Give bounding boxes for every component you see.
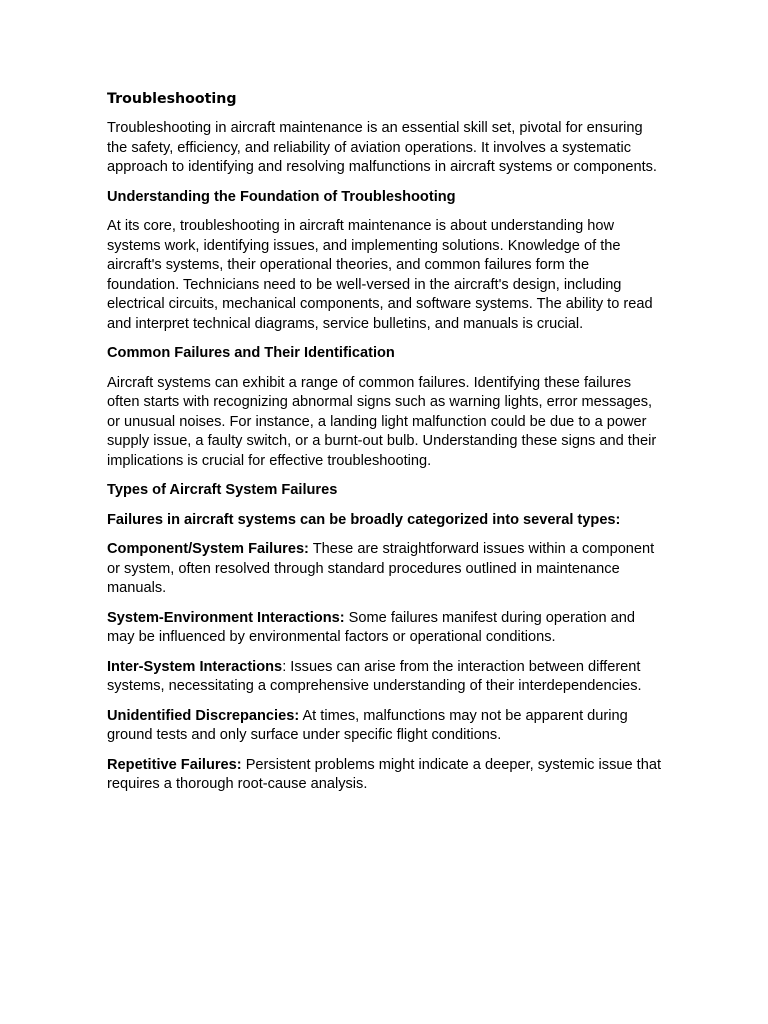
failure-type-item [107, 540, 664, 599]
failure-type-term: Inter-System Interactions [107, 658, 283, 675]
failure-type-description: At times, malfunctions may not be apparent during ground tests and only surface under specific flight conditions. [107, 707, 628, 743]
failure-type-description: Some failures manifest during operation and may be influenced by environmental factors or operational conditions. [107, 609, 636, 645]
document-title: Troubleshooting [107, 91, 237, 107]
failure-type-term: System-Environment Interactions: [107, 609, 345, 626]
failure-type-description: : Issues can arise from the interaction between different systems, necessitating a comprehensive understanding of their interdependencies. [107, 658, 642, 694]
section-heading-failure-types: Types of Aircraft System Failures [107, 482, 338, 498]
failure-type-term: Unidentified Discrepancies: [107, 707, 300, 724]
failure-type-item [107, 707, 664, 746]
section-paragraph-common-failures: Aircraft systems can exhibit a range of common failures. Identifying these failures often starts with recognizing abnormal signs such as warning lights, error messages, or unusual noises. For instance, a landing light malfunction could be due to a power supply issue, a faulty switch, or a burnt-out bulb. Understanding these signs and their implications is crucial for effective troubleshooting. [107, 374, 657, 469]
failure-type-item [107, 658, 664, 697]
intro-paragraph: Troubleshooting in aircraft maintenance is an essential skill set, pivotal for ensuring the safety, efficiency, and reliability of aviation operations. It involves a systematic approach to identifying and resolving malfunctions in aircraft systems or components. [107, 120, 657, 175]
failure-type-item [107, 609, 664, 648]
failure-types-intro: Failures in aircraft systems can be broadly categorized into several types: [107, 511, 621, 528]
section-heading-foundation: Understanding the Foundation of Troubleshooting [107, 188, 456, 205]
section-paragraph-foundation: At its core, troubleshooting in aircraft maintenance is about understanding how systems work, identifying issues, and implementing solutions. Knowledge of the aircraft's systems, their operational theories, and common failures form the foundation. Technicians need to be well-versed in the aircraft's design, including electrical circuits, mechanical components, and software systems. The ability to read and interpret technical diagrams, service bulletins, and manuals is crucial. [107, 218, 653, 332]
section-heading-common-failures: Common Failures and Their Identification [107, 345, 395, 361]
failure-type-description: Persistent problems might indicate a deeper, systemic issue that requires a thorough root-cause analysis. [107, 756, 662, 792]
failure-type-item [107, 756, 664, 795]
failure-type-term: Component/System Failures: [107, 541, 309, 557]
failure-type-term: Repetitive Failures: [107, 756, 242, 773]
failure-type-description: These are straightforward issues within a component or system, often resolved through standard procedures outlined in maintenance manuals. [107, 541, 655, 596]
